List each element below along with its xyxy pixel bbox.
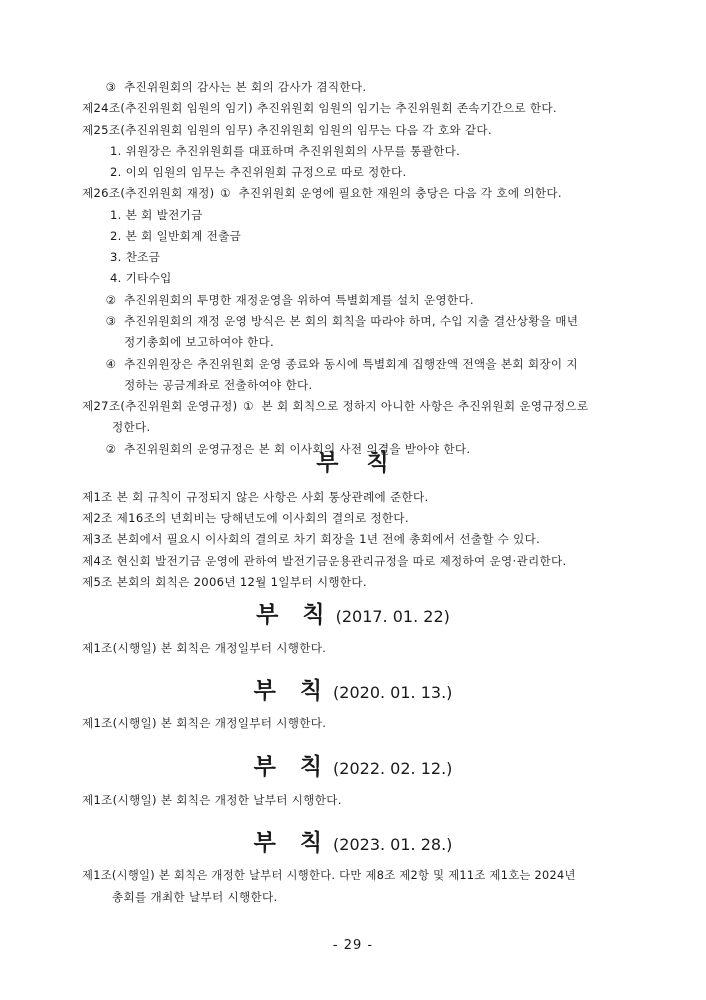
amendment-2023-article: 제1조(시행일) 본 회칙은 개정한 날부터 시행한다. 다만 제8조 제2항 및 제11조 제1호는 2024년 <box>82 869 576 882</box>
article-26-clause-4-cont: 정하는 공금계좌로 전출하여야 한다. <box>124 378 313 392</box>
amendment-heading-2020: 부 칙 (2020. 01. 13.) <box>253 678 453 704</box>
bylaw-article-3: 제3조 본회에서 필요시 이사회의 결의로 차기 회장을 1년 전에 총회에서 선출할 수 있다. <box>82 532 541 546</box>
clause-marker: ④ <box>105 357 117 371</box>
article-26-clause-3: ③ 추진위원회의 재정 운영 방식은 본 회의 회칙을 따라야 하며, 수입 지출 결산상황을 매년 <box>105 314 579 328</box>
article-26-clause-2: ② 추진위원회의 투명한 재정운영을 위하여 특별회계를 설치 운영한다. <box>105 293 474 307</box>
article-23-clause-3: ③ 추진위원회의 감사는 본 회의 감사가 겸직한다. <box>105 80 367 94</box>
amendment-2017-article: 제1조(시행일) 본 회칙은 개정일부터 시행한다. <box>82 641 327 655</box>
clause-marker: ② <box>105 293 117 307</box>
amendment-2020-article: 제1조(시행일) 본 회칙은 개정일부터 시행한다. <box>82 716 327 730</box>
article-24: 제24조(추진위원회 임원의 임기) 추진위원회 임원의 임기는 추진위원회 존속기간으로 한다. <box>82 101 557 115</box>
article-27: 제27조(추진위원회 운영규정) ① 본 회 회칙으로 정하지 아니한 사항은 추진위원회 운영규정으로 <box>82 399 589 413</box>
bylaw-article-1: 제1조 본 회 규칙이 규정되지 않은 사항은 사회 통상관례에 준한다. <box>82 490 429 504</box>
article-26-item-2: 2. 본 회 일반회계 전출금 <box>110 229 242 243</box>
amendment-2023-article-cont: 총회를 개최한 날부터 시행한다. <box>112 890 278 904</box>
bylaw-article-5: 제5조 본회의 회칙은 2006년 12월 1일부터 시행한다. <box>82 575 367 589</box>
article-26: 제26조(추진위원회 재정) ① 추진위원회 운영에 필요한 재원의 충당은 다음 각 호에 의한다. <box>82 186 562 200</box>
amendment-2022-article: 제1조(시행일) 본 회칙은 개정한 날부터 시행한다. <box>82 793 342 807</box>
article-26-item-3: 3. 찬조금 <box>110 250 161 264</box>
article-27-clause-2: ② 추진위원회의 운영규정은 본 회 이사회의 사전 의결을 받아야 한다. <box>105 442 471 456</box>
article-25: 제25조(추진위원회 임원의 임무) 추진위원회 임원의 임무는 다음 각 호와 같다. <box>82 123 492 137</box>
clause-marker: ③ <box>105 80 117 94</box>
clause-marker: ③ <box>105 314 117 328</box>
article-26-clause-3-cont: 정기총회에 보고하여야 한다. <box>124 335 274 349</box>
article-27-cont: 정한다. <box>112 420 151 434</box>
amendment-heading-2017: 부 칙 (2017. 01. 22) <box>256 602 450 628</box>
page-number: - 29 - <box>332 938 374 953</box>
clause-marker: ① <box>243 399 254 413</box>
clause-marker: ① <box>220 186 231 200</box>
clause-marker: ② <box>105 442 117 456</box>
amendment-heading-2022: 부 칙 (2022. 02. 12.) <box>253 754 453 780</box>
bylaw-article-2: 제2조 제16조의 년회비는 당해년도에 이사회의 결의로 정한다. <box>82 511 409 525</box>
article-26-clause-4: ④ 추진위원장은 추진위원회 운영 종료와 동시에 특별회계 집행잔액 전액을 본회 회장이 지 <box>105 357 578 371</box>
article-26-item-4: 4. 기타수입 <box>110 271 172 285</box>
bylaw-article-4: 제4조 현신회 발전기금 운영에 관하여 발전기금운용관리규정을 따로 제정하여 운영·관리한다. <box>82 554 567 568</box>
supplementary-provisions-heading: 부 칙 <box>316 450 390 476</box>
amendment-heading-2023: 부 칙 (2023. 01. 28.) <box>253 830 453 856</box>
article-25-item-2: 2. 이외 임원의 임무는 추진위원회 규정으로 따로 정한다. <box>110 165 407 179</box>
article-25-item-1: 1. 위원장은 추진위원회를 대표하며 추진위원회의 사무를 통괄한다. <box>110 144 461 158</box>
article-26-item-1: 1. 본 회 발전기금 <box>110 208 203 222</box>
